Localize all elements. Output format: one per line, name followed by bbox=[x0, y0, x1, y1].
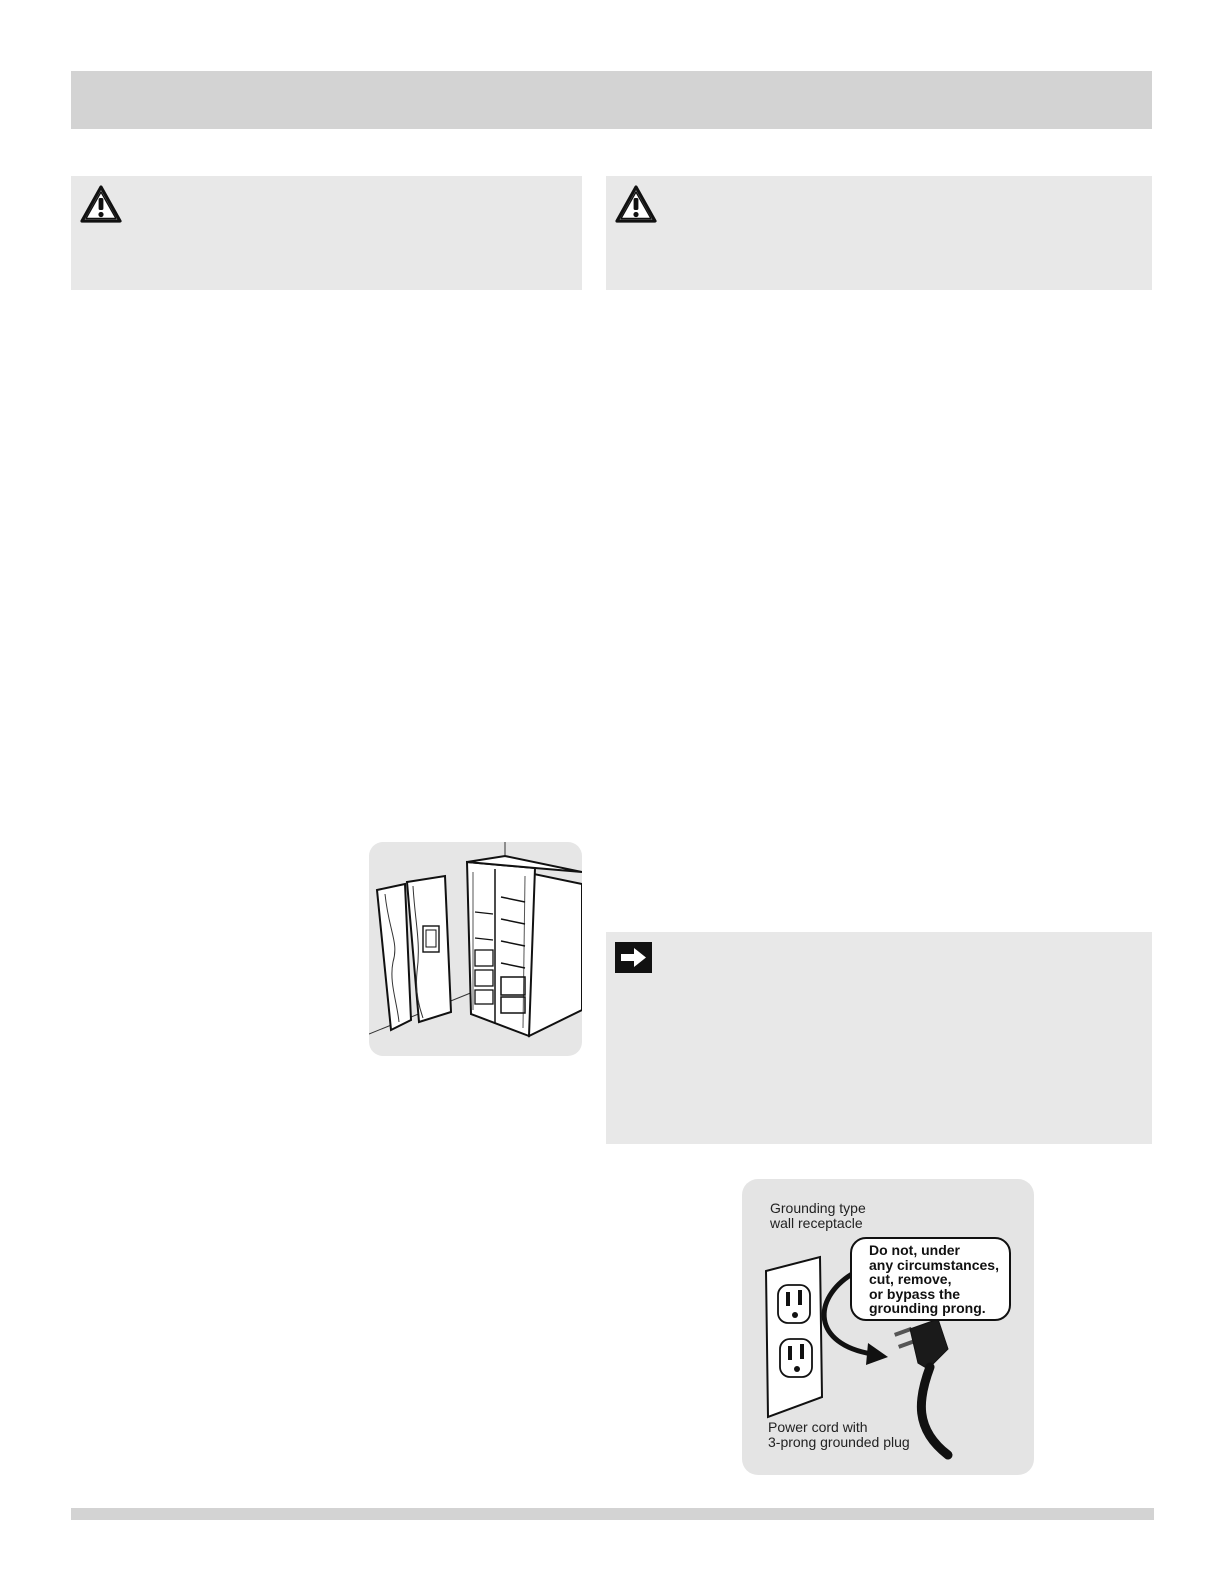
warning-box-right bbox=[606, 176, 1152, 290]
refrigerator-drawing bbox=[369, 842, 582, 1056]
warning-callout bbox=[850, 1237, 1011, 1321]
header-bar bbox=[71, 71, 1152, 129]
refrigerator-illustration bbox=[369, 842, 582, 1056]
plug-label: Power cord with 3-prong grounded plug bbox=[768, 1419, 910, 1450]
arrow-right-icon bbox=[615, 942, 652, 973]
warning-triangle-icon bbox=[614, 184, 658, 224]
warning-box-left bbox=[71, 176, 582, 290]
receptacle-label: Grounding type wall receptacle bbox=[770, 1200, 866, 1231]
note-box bbox=[606, 932, 1152, 1144]
footer-bar bbox=[71, 1508, 1154, 1520]
grounding-diagram bbox=[742, 1179, 1034, 1475]
callout-text: Do not, under any circumstances, cut, remove, or bypass the grounding prong. bbox=[869, 1242, 999, 1316]
warning-triangle-icon bbox=[79, 184, 123, 224]
